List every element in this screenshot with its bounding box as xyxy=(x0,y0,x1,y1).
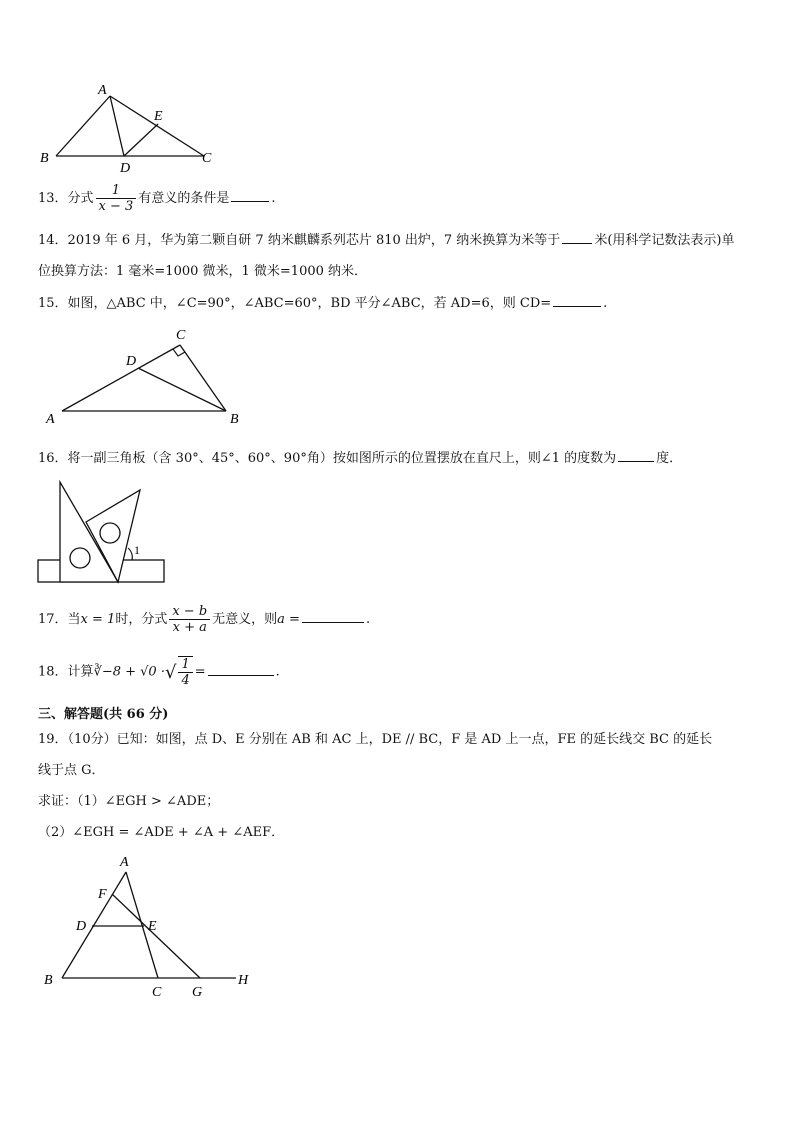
q13-numerator: 1 xyxy=(96,183,137,199)
q17-mid: 时，分式 xyxy=(115,612,168,627)
question-19-line-4 xyxy=(38,821,284,840)
q18-eq: = xyxy=(194,664,206,680)
question-19-line-3 xyxy=(38,790,219,809)
q13-denominator: x − 3 xyxy=(98,199,134,214)
label-C: C xyxy=(202,151,212,166)
label-D: D xyxy=(120,161,131,175)
q14-line2: 位换算方法：1 毫米=1000 微米，1 微米=1000 纳米． xyxy=(38,264,368,279)
q19-line3: 求证：（1）∠EGH > ∠ADE； xyxy=(38,794,220,809)
label-A: A xyxy=(98,83,107,98)
q17-denominator: x + a xyxy=(172,620,207,635)
label-E: E xyxy=(148,919,157,934)
sqrt-symbol: √ xyxy=(164,661,177,683)
question-16 xyxy=(38,447,682,466)
section-3-heading: 三、解答题(共 66 分) xyxy=(38,707,169,722)
figure-set-squares-on-ruler xyxy=(36,478,176,588)
question-13 xyxy=(38,183,275,214)
answer-blank-17[interactable] xyxy=(302,610,364,623)
q19-line1: 19．（10分）已知：如图，点 D、E 分别在 AB 和 AC 上，DE // BC，F 是 AD 上一点，FE 的延长线交 BC 的延长 xyxy=(38,732,713,747)
label-D: D xyxy=(76,919,87,934)
q15-end: . xyxy=(603,296,608,311)
q18-expr: ∛−8 + √0 · xyxy=(93,664,165,680)
label-F: F xyxy=(98,887,107,902)
label-G: G xyxy=(192,985,203,1000)
q17-prefix: 17．当 xyxy=(38,612,81,627)
question-19-line-1 xyxy=(38,728,712,747)
answer-blank-15[interactable] xyxy=(553,294,601,307)
q13-suffix: 有意义的条件是 xyxy=(138,191,230,206)
q13-end: . xyxy=(271,191,276,206)
q19-line2: 线于点 G． xyxy=(38,763,105,778)
question-19-line-2 xyxy=(38,759,105,778)
q14-line1: 14．2019 年 6 月，华为第二颗自研 7 纳米麒麟系列芯片 810 出炉，7 纳米换算为米等于 xyxy=(38,233,561,248)
question-14-line-2 xyxy=(38,260,367,279)
q17-numerator: x − b xyxy=(169,604,210,620)
q17-end: . xyxy=(365,612,371,627)
figure-parallel-lines-q19 xyxy=(40,850,260,1000)
label-B: B xyxy=(230,412,239,427)
figure-triangle-abc-top xyxy=(36,80,226,175)
q18-prefix: 18．计算 xyxy=(38,664,94,680)
figure-triangle-q15 xyxy=(42,325,252,430)
question-18 xyxy=(38,656,280,688)
answer-blank-14[interactable] xyxy=(562,231,592,244)
question-15 xyxy=(38,292,607,311)
label-H: H xyxy=(238,973,249,988)
angle-1-label: 1 xyxy=(134,543,140,557)
q17-var: a = xyxy=(277,612,300,627)
label-A: A xyxy=(120,855,129,870)
label-A: A xyxy=(46,412,55,427)
label-E: E xyxy=(154,109,163,124)
q18-numerator: 1 xyxy=(178,657,192,673)
q18-denominator: 4 xyxy=(181,673,190,688)
q17-suffix: 无意义，则 xyxy=(212,612,278,627)
label-B: B xyxy=(44,973,53,988)
answer-blank-13[interactable] xyxy=(231,189,269,202)
label-B: B xyxy=(40,151,49,166)
question-14-line-1 xyxy=(38,229,734,248)
label-C: C xyxy=(176,328,186,343)
answer-blank-16[interactable] xyxy=(618,449,654,462)
q18-end: . xyxy=(275,664,280,680)
q17-fraction xyxy=(169,604,210,635)
q16-end: 度． xyxy=(656,451,683,466)
q19-line4: （2）∠EGH = ∠ADE + ∠A + ∠AEF． xyxy=(38,825,285,840)
q17-condition: x = 1 xyxy=(80,612,116,627)
answer-blank-18[interactable] xyxy=(208,663,274,676)
question-17 xyxy=(38,604,370,635)
q15-text: 15．如图，△ABC 中，∠C=90°，∠ABC=60°，BD 平分∠ABC，若 AD=6，则 CD= xyxy=(38,296,552,311)
q14-line1-end: 米(用科学记数法表示)单 xyxy=(594,233,735,248)
q13-prefix: 13．分式 xyxy=(38,191,94,206)
q16-text: 16．将一副三角板（含 30°、45°、60°、90°角）按如图所示的位置摆放在直尺上，则∠1 的度数为 xyxy=(38,451,617,466)
label-C: C xyxy=(152,985,162,1000)
q18-fraction xyxy=(178,656,192,688)
label-D: D xyxy=(126,354,137,369)
q13-fraction xyxy=(96,183,137,214)
